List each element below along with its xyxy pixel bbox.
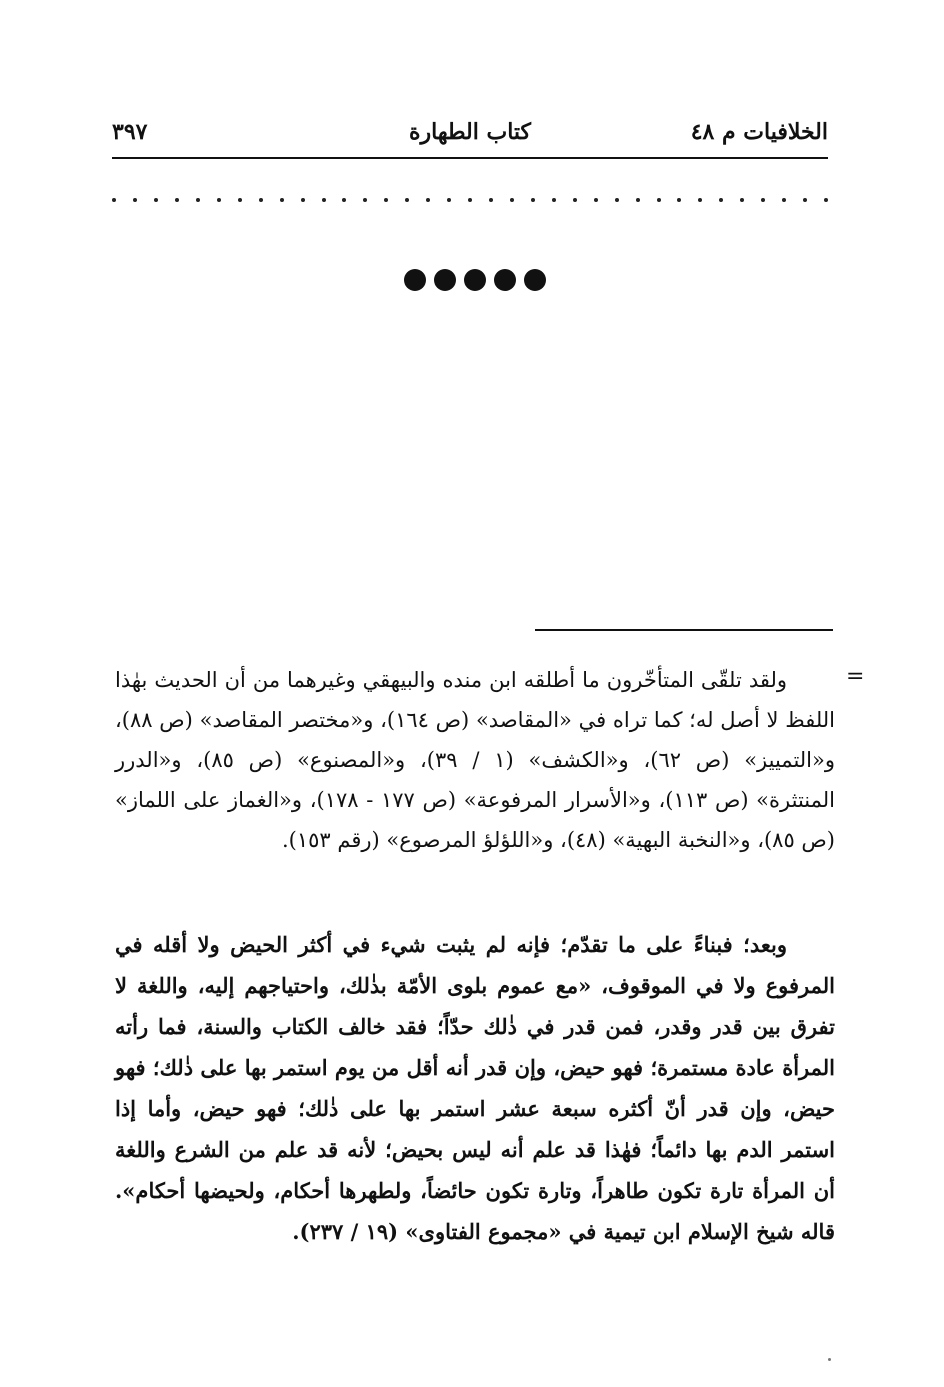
divider-dot [524,269,546,291]
section-divider [404,268,546,292]
dotted-separator [112,190,828,210]
separator-dot [468,198,472,202]
divider-dot [464,269,486,291]
running-header [112,112,828,152]
separator-dot [677,198,681,202]
separator-dot [594,198,598,202]
separator-dot [301,198,305,202]
footnote-rule [535,629,833,631]
separator-dot [636,198,640,202]
separator-dot [196,198,200,202]
comment-text: وبعد؛ فبناءً على ما تقدّم؛ فإنه لم يثبت شيء في أكثر الحيض ولا أقله في المرفوع ولا في الموقوف، «مع عموم بلوى الأمّة بذٰلك، واحتياجهم إليه، واللغة لا تفرق بين قدر وقدر، فمن قدر في ذٰلك حدّاً؛ فقد خالف الكتاب والسنة، فما رأته المرأة عادة مستمرة؛ فهو حيض، وإن قدر أنه أقل من يوم استمر بها على ذٰلك؛ فهو حيض، وإن قدر أنّ أكثره سبعة عشر استمر بها على ذٰلك؛ فهو حيض، وأما إذا استمر الدم بها دائماً؛ فهٰذا قد علم أنه ليس بحيض؛ لأنه قد علم من الشرع واللغة أن المرأة تارة تكون طاهراً، وتارة تكون حائضاً، ولطهرها أحكام، ولحيضها أحكام». قاله شيخ الإسلام ابن تيمية في «مجموع الفتاوى» (١٩ / ٢٣٧). [115,932,835,1244]
separator-dot [342,198,346,202]
header-rule [112,157,828,159]
separator-dot [552,198,556,202]
signature-title: الخلافيات م ٤٨ [690,119,828,145]
page-number: ٣٩٧ [112,119,148,145]
footnote [115,660,835,860]
footnote-text: ولقد تلقّى المتأخّرون ما أطلقه ابن منده والبيهقي وغيرهما من أن الحديث بهٰذا اللفظ لا أصل له؛ كما تراه في «المقاصد» (ص ١٦٤)، و«مختصر المقاصد» (ص ٨٨)، و«التمييز» (ص ٦٢)، و«الكشف» (١ / ٣٩)، و«المصنوع» (ص ٨٥)، و«الدرر المنتثرة» (ص ١١٣)، و«الأسرار المرفوعة» (ص ١٧٧ - ١٧٨)، و«الغماز على اللماز» (ص ٨٥)، و«النخبة البهية» (٤٨)، و«اللؤلؤ المرصوع» (رقم ١٥٣). [115,668,836,852]
separator-dot [824,198,828,202]
separator-dot [447,198,451,202]
footnote-continuation-mark: = [846,664,865,689]
separator-dot [217,198,221,202]
separator-dot [510,198,514,202]
separator-dot [405,198,409,202]
separator-dot [573,198,577,202]
author-comment [115,924,835,1252]
divider-dot [404,269,426,291]
scan-speck [828,1358,831,1361]
separator-dot [154,198,158,202]
separator-dot [363,198,367,202]
separator-dot [133,198,137,202]
separator-dot [259,198,263,202]
separator-dot [531,198,535,202]
chapter-title: كتاب الطهارة [408,119,532,145]
separator-dot [657,198,661,202]
separator-dot [322,198,326,202]
separator-dot [238,198,242,202]
separator-dot [698,198,702,202]
separator-dot [426,198,430,202]
separator-dot [489,198,493,202]
divider-dot [434,269,456,291]
separator-dot [175,198,179,202]
separator-dot [782,198,786,202]
separator-dot [384,198,388,202]
separator-dot [719,198,723,202]
separator-dot [112,198,116,202]
separator-dot [803,198,807,202]
separator-dot [280,198,284,202]
separator-dot [740,198,744,202]
divider-dot [494,269,516,291]
separator-dot [761,198,765,202]
separator-dot [615,198,619,202]
